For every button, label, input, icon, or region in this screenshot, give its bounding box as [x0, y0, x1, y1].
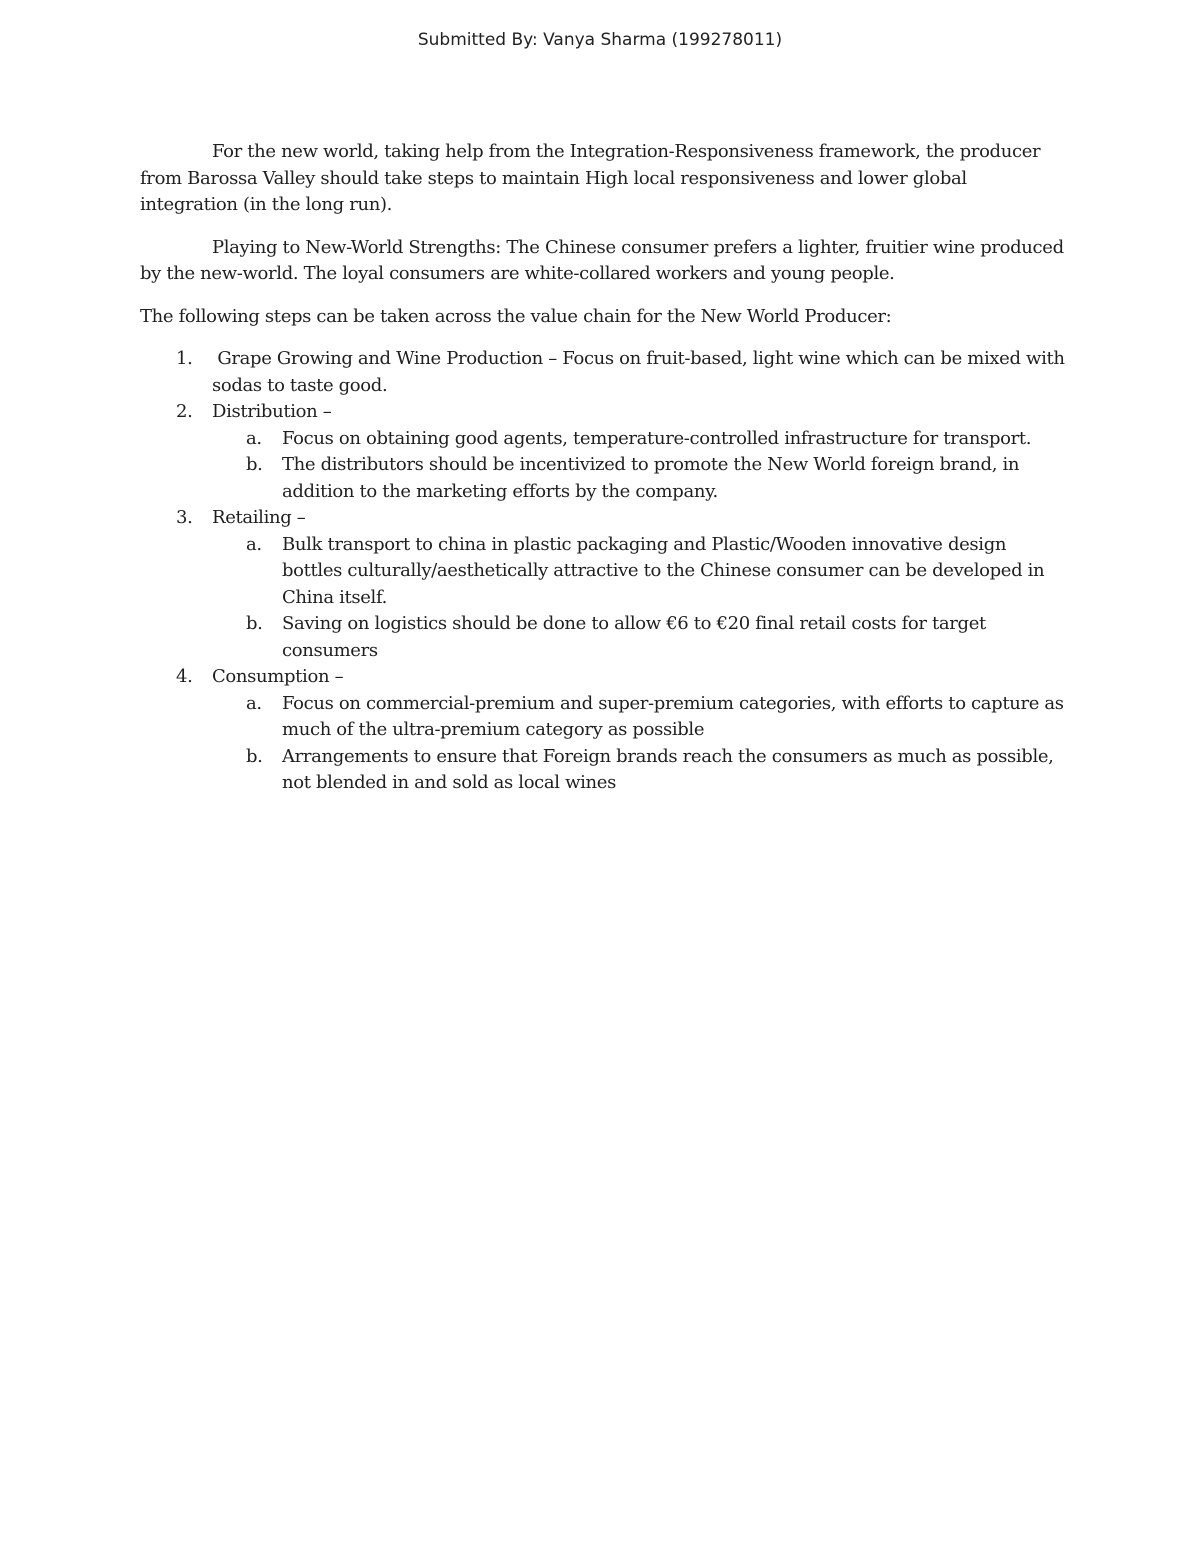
strengths-paragraph: Playing to New-World Strengths: The Chinese consumer prefers a lighter, fruitier wine produced by the new-world. The loyal consumers are white-collared workers and young people.	[140, 236, 1064, 284]
sub-list-item	[212, 532, 1065, 612]
list-number: 4.	[176, 666, 193, 687]
list-item-distribution	[140, 399, 1065, 505]
list-number: 1.	[176, 348, 193, 369]
list-item-grape-growing	[140, 346, 1070, 399]
submitted-by-text: Submitted By: Vanya Sharma (199278011)	[417, 30, 783, 50]
sub-list-letter: b.	[246, 454, 263, 475]
list-item-text: Consumption –	[212, 666, 344, 687]
list-number: 2.	[176, 401, 193, 422]
sub-list-item	[212, 452, 1065, 505]
sub-list-text: Saving on logistics should be done to allow €6 to €20 final retail costs for target consumers	[282, 613, 986, 661]
list-item-retailing	[140, 505, 1065, 664]
sub-list-item	[212, 611, 1065, 664]
sub-list-text: Focus on obtaining good agents, temperature-controlled infrastructure for transport.	[282, 427, 1032, 449]
sub-list	[212, 426, 1065, 506]
list-item-text: Grape Growing and Wine Production – Focus on fruit-based, light wine which can be mixed with sodas to taste good.	[212, 348, 1070, 396]
list-item-text: Retailing –	[212, 507, 306, 528]
sub-list-item	[212, 426, 1065, 453]
document-body	[140, 139, 1070, 797]
sub-list-letter: a.	[246, 533, 262, 555]
sub-list	[212, 532, 1065, 665]
sub-list-letter: a.	[246, 427, 262, 449]
value-chain-steps-list	[140, 346, 1070, 797]
steps-intro-paragraph: The following steps can be taken across the value chain for the New World Producer:	[140, 305, 892, 327]
list-number: 3.	[176, 507, 193, 528]
intro-paragraph: For the new world, taking help from the Integration-Responsiveness framework, the producer from Barossa Valley should take steps to maintain High local responsiveness and lower global integration (in the long run).	[140, 141, 1041, 215]
list-item-text: Distribution –	[212, 401, 332, 422]
sub-list	[212, 691, 1065, 797]
sub-list-item	[212, 744, 1065, 797]
sub-list-text: Bulk transport to china in plastic packaging and Plastic/Wooden innovative design bottles culturally/aesthetically attractive to the Chinese consumer can be developed in China itself.	[282, 533, 1045, 608]
sub-list-text: Arrangements to ensure that Foreign brands reach the consumers as much as possible, not blended in and sold as local wines	[282, 745, 1054, 793]
sub-list-letter: b.	[246, 745, 263, 767]
sub-list-letter: a.	[246, 692, 262, 714]
list-item-consumption	[140, 664, 1065, 797]
sub-list-text: The distributors should be incentivized to promote the New World foreign brand, in addition to the marketing efforts by the company.	[282, 454, 1020, 502]
sub-list-item	[212, 691, 1065, 744]
sub-list-letter: b.	[246, 613, 263, 634]
sub-list-text: Focus on commercial-premium and super-premium categories, with efforts to capture as much of the ultra-premium category as possible	[282, 692, 1064, 740]
page-header	[0, 30, 1200, 50]
